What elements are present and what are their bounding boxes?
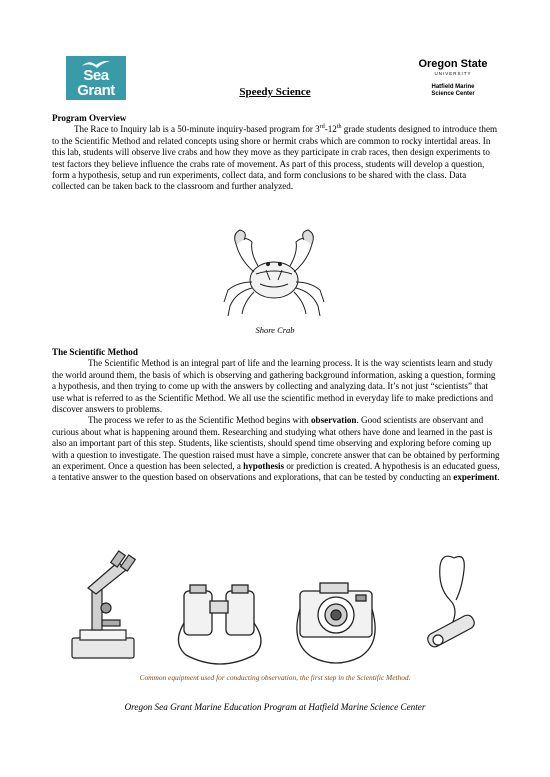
scientific-method-heading: The Scientific Method: [52, 347, 138, 357]
hmsc-logo-line2: Science Center: [431, 91, 475, 97]
term-experiment: experiment: [453, 472, 498, 483]
hmsc-logo-line1: Hatfield Marine: [431, 84, 475, 90]
method-text-c: or prediction is created. A hypothesis is an educated guess, a tentative answer to the question based on observations and explorations, that can be tested by conducting an: [52, 461, 500, 483]
program-overview-heading: Program Overview: [52, 113, 127, 123]
method-text-b: . Good scientists are observant and curious about what is happening around them. Researching and studying what others have done and learned in the past is also an important part of this step. Students, like scientists, should spend time observing and exploring before coming up with a question to investigate. The question raised must have a simple, concrete answer that can be obtained by performing an experiment. Once a question has been selected, a: [52, 415, 500, 472]
scientific-method-paragraph-2: [52, 415, 500, 483]
overview-text-a: The Race to Inquiry lab is a 50-minute inquiry-based program for 3: [74, 124, 320, 135]
equipment-caption: Common equipment used for conducting observation, the first step in the Scientific Method.: [139, 673, 411, 682]
term-hypothesis: hypothesis: [243, 461, 285, 472]
sea-grant-logo-subtext: Oregon: [85, 101, 106, 107]
osu-logo-university: UNIVERSITY: [434, 71, 472, 76]
binoculars-icon: [172, 583, 268, 671]
gull-icon: [80, 58, 112, 70]
program-overview-paragraph: [52, 124, 500, 192]
scientific-method-paragraph-1: The Scientific Method is an integral part of life and the learning process. It is the way scientists learn and study the world around them, the basis of which is observing and gathering background information, asking a question, forming a hypothesis, and then trying to come up with the answers by collecting and analyzing data. It’s not just “scientists” that use what is referred to as the Scientific Method. We all use the scientific method in everyday life to make predictions and discover answers to problems.: [52, 358, 496, 415]
overview-text-b: -12: [324, 124, 337, 135]
microscope-icon: [62, 548, 142, 664]
sea-grant-logo-text: Sea Grant: [77, 67, 115, 99]
overview-sup-rd: rd: [319, 124, 325, 131]
page-footer: Oregon Sea Grant Marine Education Program at Hatfield Marine Science Center: [124, 702, 426, 712]
method-text-a: The process we refer to as the Scientific Method begins with: [88, 415, 311, 426]
overview-text-c: grade students designed to introduce them to the Scientific Method and related concepts using shore or hermit crabs which are common to rocky intertidal areas. In this lab, students will observe live crabs and how they move as they participate in crab races, then design experiments to test factors they believe influence the crabs rate of movement. As part of this process, students will develop a question, form a hypothesis, setup and run experiments, collect data, and form conclusions to be shared with the class. Data collected can be taken back to the classroom and further analyzed.: [52, 124, 498, 192]
term-observation: observation: [310, 415, 357, 426]
crab-caption: Shore Crab: [255, 325, 295, 335]
scientific-method-section: [52, 347, 500, 484]
camera-icon: [292, 573, 380, 669]
overview-sup-th: th: [336, 124, 342, 131]
osu-logo-name: Oregon State: [418, 58, 488, 70]
hand-lens-icon: [420, 548, 486, 652]
shore-crab-illustration: [214, 222, 334, 322]
method-text-d: .: [497, 472, 500, 483]
program-overview-section: [52, 113, 500, 193]
page-title: Speedy Science: [239, 86, 311, 98]
